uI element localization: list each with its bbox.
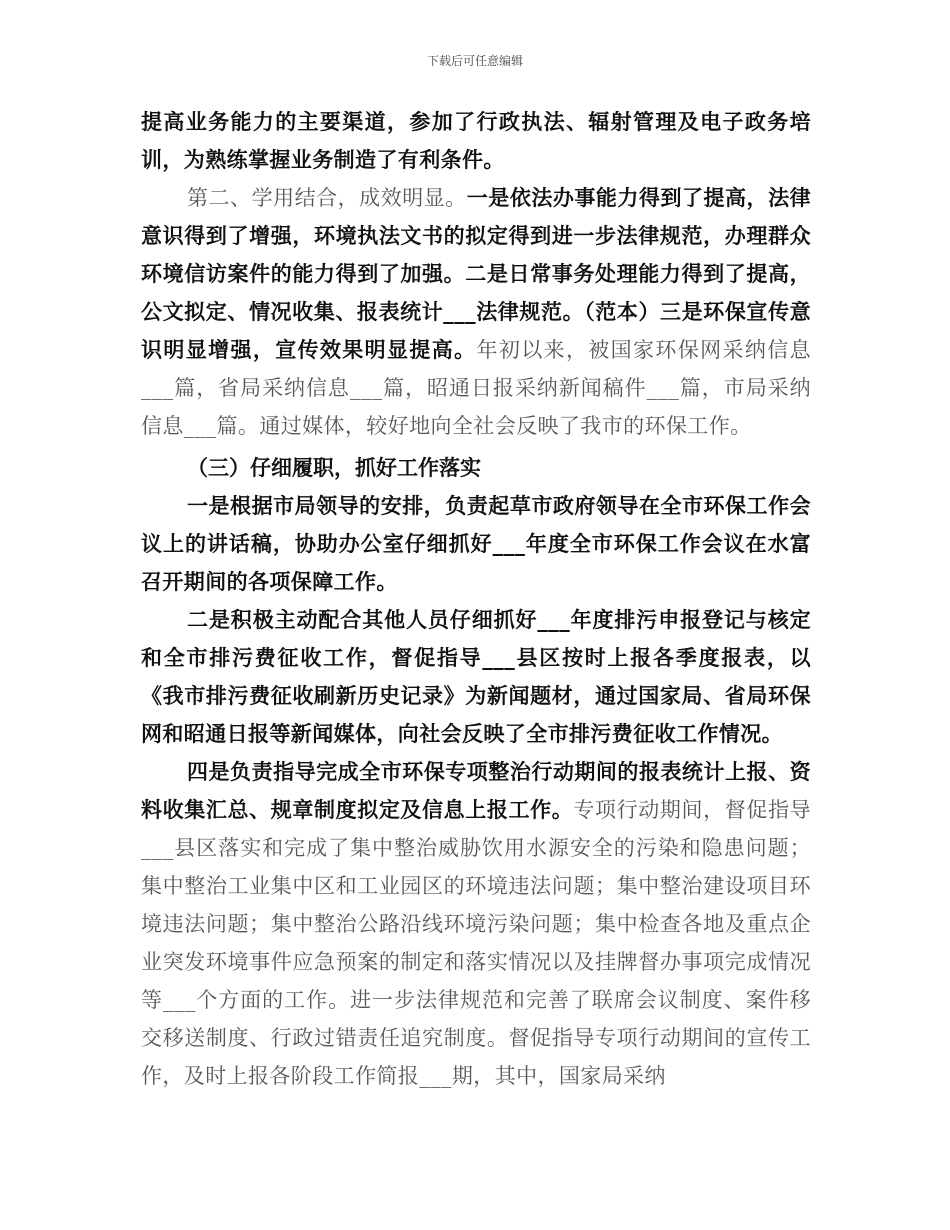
paragraph-item-2-text: 二是积极主动配合其他人员仔细抓好___年度排污申报登记与核定和全市排污费征收工作，督促指导___县区按时上报各季度报表，以《我市排污费征收刷新历史记录》为新闻题材，通过国家局、省局环保网和昭通日报等新闻媒体，向社会反映了全市排污费征收工作情况。: [141, 607, 811, 746]
paragraph-item-1-text: 一是根据市局领导的安排，负责起草市政府领导在全市环保工作会议上的讲话稿，协助办公室仔细抓好___年度全市环保工作会议在水富召开期间的各项保障工作。: [141, 493, 811, 594]
paragraph-item-4: [141, 753, 811, 1095]
paragraph-item-4-bold: 四是负责指导完成全市环保专项整治行动期间的报表统计上报、资料收集汇总、规章制度拟定及信息上报工作。: [141, 759, 811, 822]
section-heading-3: （三）仔细履职，抓好工作落实: [187, 455, 481, 480]
paragraph-training-text: 提高业务能力的主要渠道，参加了行政执法、辐射管理及电子政务培训，为熟练掌握业务制造了有利条件。: [141, 109, 811, 172]
results-subtitle: 第二、学用结合，成效明显。: [187, 186, 467, 210]
paragraph-item-1: [141, 487, 811, 601]
paragraph-item-2: [141, 601, 811, 753]
paragraph-training: [141, 103, 811, 179]
results-normal-text: 年初以来，被国家环保网采纳信息___篇，省局采纳信息___篇，昭通日报采纳新闻稿件___篇，市局采纳信息___篇。通过媒体，较好地向全社会反映了我市的环保工作。: [141, 338, 812, 438]
page-header: 下载后可任意编辑: [426, 54, 523, 68]
paragraph-results: [141, 179, 811, 445]
document-body: [141, 103, 811, 1095]
results-bold-text: 一是依法办事能力得到了提高，法律意识得到了增强，环境执法文书的拟定得到进一步法律规范，办理群众环境信访案件的能力得到了加强。二是日常事务处理能力得到了提高，公文拟定、情况收集、报表统计___法律规范。（范本）三是环保宣传意识明显增强，宣传效果明显提高。: [141, 185, 811, 362]
paragraph-item-4-normal: 专项行动期间，督促指导___县区落实和完成了集中整治威胁饮用水源安全的污染和隐患问题；集中整治工业集中区和工业园区的环境违法问题；集中整治建设项目环境违法问题；集中整治公路沿线环境污染问题；集中检查各地及重点企业突发环境事件应急预案的制定和落实情况以及挂牌督办事项完成情况等___个方面的工作。进一步法律规范和完善了联席会议制度、案件移交移送制度、行政过错责任追究制度。督促指导专项行动期间的宣传工作，及时上报各阶段工作简报___期，其中，国家局采纳: [141, 798, 812, 1088]
